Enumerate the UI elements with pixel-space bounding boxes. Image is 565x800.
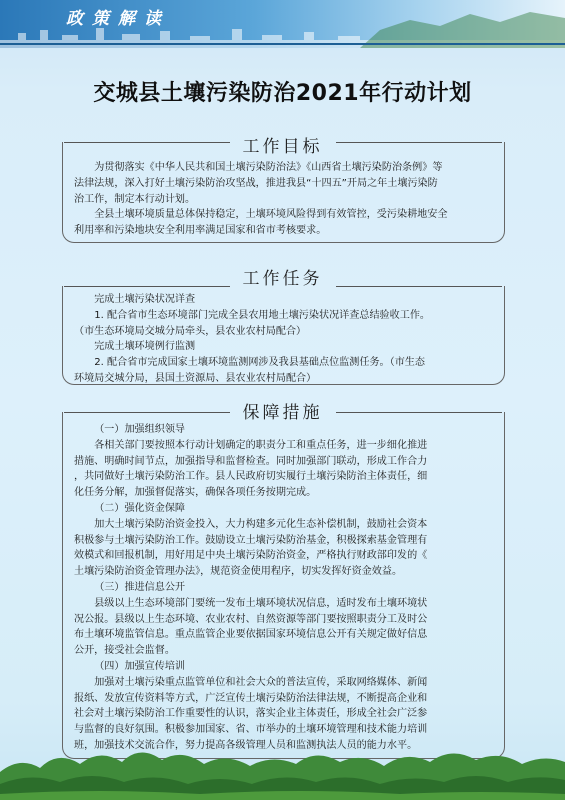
measure-heading: （一）加强组织领导	[94, 424, 186, 435]
paragraph-line: 加强对土壤污染重点监管单位和社会大众的普法宣传，采取网络媒体、新闻	[94, 676, 428, 688]
section-heading-measures: 保障措施	[242, 403, 323, 423]
paragraph-line: 2. 配合省市完成国家土壤环境监测网涉及我县基础点位监测任务。（市生态	[94, 357, 425, 369]
section-heading-tasks: 工作任务	[242, 269, 323, 289]
paragraph-line: 况公报。县级以上生态环境、农业农村、自然资源等部门要按照职责分工及时公	[74, 613, 428, 625]
paragraph-line: 积极参与土壤污染防治工作。鼓励设立土壤污染防治基金，积极探索基金管理有	[74, 534, 428, 546]
section-heading-goals: 工作目标	[242, 137, 323, 157]
paragraph-line: 环境局交城分局，县国土资源局、县农业农村局配合）	[74, 372, 317, 384]
paragraph-line: ，共同做好土壤污染防治工作。县人民政府切实履行土壤污染防治主体责任，细	[74, 471, 428, 483]
paragraph-line: 措施、明确时间节点，加强指导和监督检查。同时加强部门联动，形成工作合力	[74, 455, 428, 467]
paragraph-line: 治工作，制定本行动计划。	[74, 193, 196, 205]
tasks-text	[74, 292, 494, 387]
paragraph-line: 1. 配合省市生态环境部门完成全县农用地土壤污染状况详查总结验收工作。	[94, 309, 431, 321]
paragraph-line: （市生态环境局交城分局牵头，县农业农村局配合）	[74, 325, 307, 337]
paragraph-line: 利用率和污染地块安全利用率满足国家和省市考核要求。	[74, 225, 327, 237]
header-banner	[0, 0, 565, 48]
paragraph-line: 公开，接受社会监督。	[74, 645, 175, 657]
paragraph-line: 县级以上生态环境部门要统一发布土壤环境状况信息，适时发布土壤环境状	[94, 597, 428, 609]
measure-heading: （三）推进信息公开	[94, 581, 186, 593]
paragraph-line: 加大土壤污染防治资金投入，大力构建多元化生态补偿机制，鼓励社会资本	[94, 518, 428, 530]
paragraph-line: 各相关部门要按照本行动计划确定的职责分工和重点任务，进一步细化推进	[94, 439, 428, 451]
paragraph-line: 与监督的良好氛围。积极参加国家、省、市举办的土壤环境管理和技术能力培训	[74, 724, 428, 736]
banner-label: 政策解读	[66, 9, 170, 29]
measure-heading: （二）强化资金保障	[94, 502, 186, 514]
paragraph-line: 社会对土壤污染防治工作重要性的认识，落实企业主体责任，形成全社会广泛参	[74, 708, 428, 720]
paragraph-line: 为贯彻落实《中华人民共和国土壤污染防治法》《山西省土壤污染防治条例》等	[94, 162, 443, 173]
paragraph-line: 布土壤环境监管信息。重点监管企业要依据国家环境信息公开有关规定做好信息	[74, 629, 428, 641]
footer-trees-graphic	[0, 742, 565, 800]
task-heading: 完成土壤环境例行监测	[94, 341, 196, 353]
paragraph-line: 法律法规，深入打好土壤污染防治攻坚战，推进我县“十四五”开局之年土壤污染防	[74, 177, 438, 189]
task-heading: 完成土壤污染状况详查	[94, 294, 196, 305]
paragraph-line: 班，加强技术交流合作，努力提高各级管理人员和监测执法人员的能力水平。	[74, 739, 418, 751]
document-title: 交城县土壤污染防治2021年行动计划	[93, 81, 472, 106]
measures-text	[74, 422, 494, 754]
paragraph-line: 全县土壤环境质量总体保持稳定，土壤环境风险得到有效管控，受污染耕地安全	[94, 209, 448, 221]
measure-heading: （四）加强宣传培训	[94, 660, 186, 672]
goals-text	[74, 160, 494, 239]
paragraph-line: 土壤污染防治资金管理办法》，规范资金使用程序，切实发挥好资金效益。	[74, 566, 403, 578]
paragraph-line: 效模式和回报机制，用好用足中央土壤污染防治资金，严格执行财政部印发的《	[74, 550, 428, 562]
paragraph-line: 报纸、发放宣传资料等方式，广泛宣传土壤污染防治法律法规，不断提高企业和	[74, 692, 428, 704]
paragraph-line: 化任务分解，加强督促落实，确保各项任务按期完成。	[74, 487, 317, 499]
